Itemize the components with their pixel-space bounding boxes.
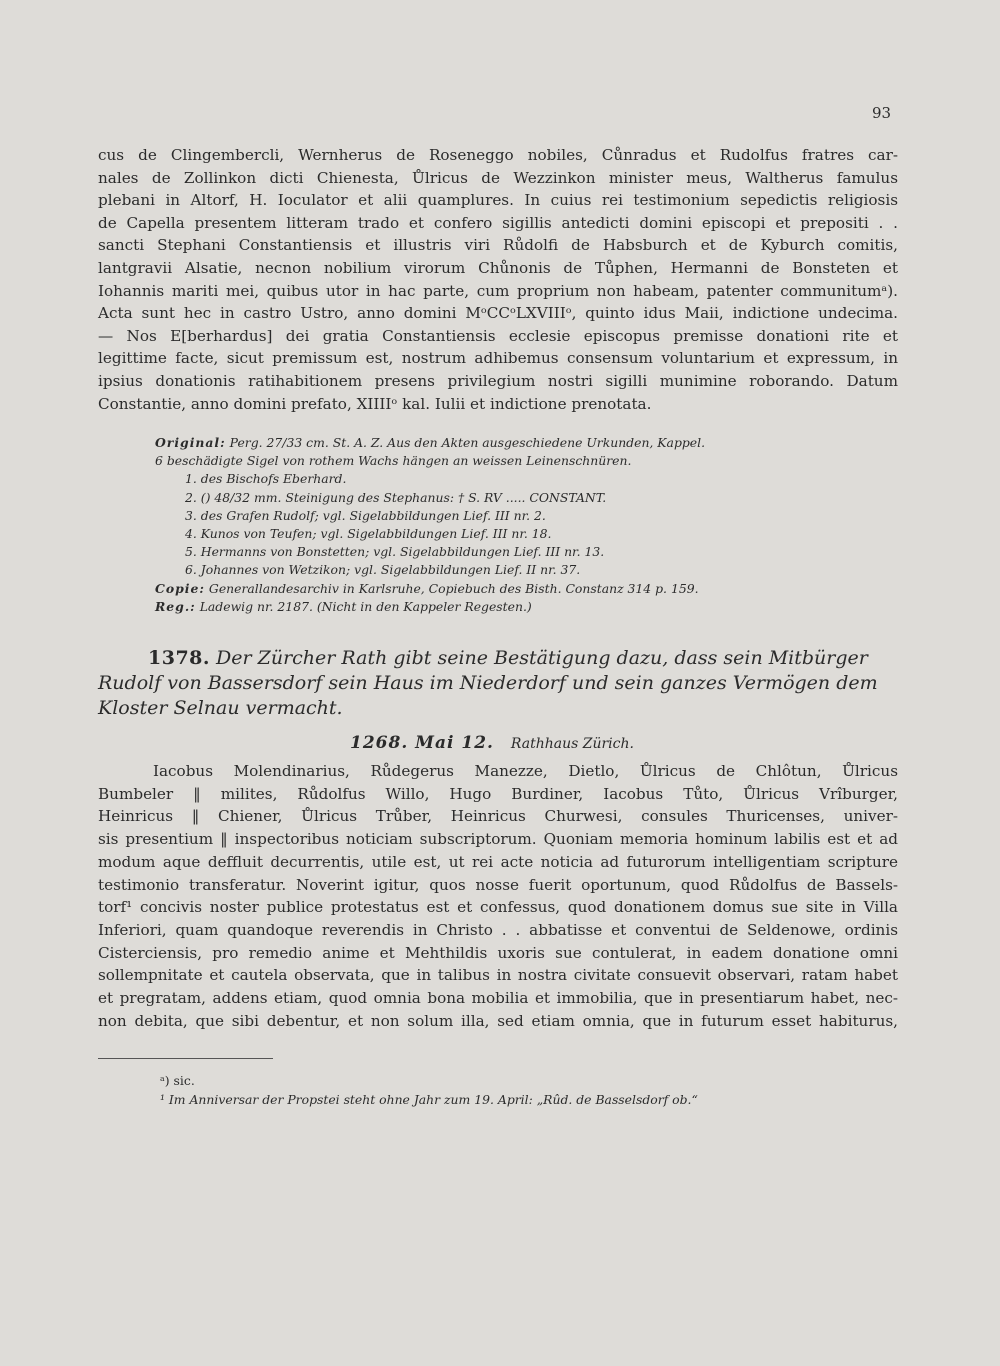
page-number: 93 [872, 104, 892, 122]
note-text: Ladewig nr. 2187. (Nicht in den Kappeler Regesten.) [199, 598, 532, 614]
text-line: Constantie, anno domini prefato, XIIIIᵒ kal. Iulii et indictione prenotata. [98, 394, 652, 413]
note-label: Original: [155, 435, 226, 450]
text-line: cus de Clingembercli, Wernherus de Roseneggo nobiles, Cůnradus et Rudolfus fratres car- [98, 146, 898, 164]
footnote-1-text: ¹ Im Anniversar der Propstei steht ohne Jahr zum 19. April: „Rûd. de Basselsdorf ob.“ [160, 1092, 698, 1107]
document-place: Rathhaus Zürich. [510, 736, 634, 752]
seal-item: 2. () 48/32 mm. Steinigung des Stephanus: † S. RV ..... CONSTANT. [185, 489, 607, 505]
note-copie [155, 580, 705, 598]
text-line: sollempnitate et cautela observata, que in talibus in nostra civitate consuevit observari, ratam habet [98, 966, 898, 985]
footnotes [160, 1071, 698, 1109]
note-original [155, 434, 705, 452]
text-line: sancti Stephani Constantiensis et illustris viri Růdolfi de Habsburch et de Kyburch comitis, [98, 236, 898, 255]
dateline [350, 733, 634, 753]
document-summary: Der Zürcher Rath gibt seine Bestätigung dazu, dass sein Mitbürger Rudolf von Bassersdorf sein Haus im Niederdorf und sein ganzes Vermögen dem Kloster Selnau vermacht. [98, 647, 878, 719]
text-line: Acta sunt hec in castro Ustro, anno domini MᵒCCᵒLXVIIIᵒ, quinto idus Maii, indictione undecima. [98, 304, 898, 323]
charter-continued-text [98, 144, 898, 415]
note-seals-intro: 6 beschädigte Sigel von rothem Wachs hängen an weissen Leinenschnüren. [155, 453, 632, 469]
note-text: Perg. 27/33 cm. St. A. Z. Aus den Akten ausgeschiedene Urkunden, Kappel. [229, 435, 706, 450]
note-label: Copie: [155, 580, 205, 596]
archival-notes [155, 434, 705, 616]
document-heading [98, 646, 898, 721]
note-text: Generallandesarchiv in Karlsruhe, Copiebuch des Bisth. Constanz 314 p. 159. [208, 580, 699, 596]
seal-list [155, 470, 705, 579]
text-line: et pregratam, addens etiam, quod omnia bona mobilia et immobilia, que in presentiarum habet, nec- [98, 989, 898, 1008]
footnote-divider [98, 1058, 273, 1059]
footnote-a: ᵃ) sic. [160, 1073, 195, 1088]
text-line: plebani in Altorf, H. Ioculator et alii quamplures. In cuius rei testimonium sepedictis religiosis [98, 191, 898, 210]
text-line: Iacobus Molendinarius, Růdegerus Manezze, Dietlo, Ůlricus de Chlôtun, Ůlricus [153, 762, 898, 780]
text-line: sis presentium ‖ inspectoribus noticiam subscriptorum. Quoniam memoria hominum labilis est et ad [98, 830, 898, 849]
seal-item: 5. Hermanns von Bonstetten; vgl. Sigelabbildungen Lief. III nr. 13. [185, 544, 605, 560]
charter-1378-text [98, 760, 898, 1032]
text-line: ipsius donationis ratihabitionem presens privilegium nostri sigilli munimine roborando. Datum [98, 371, 898, 390]
text-line: lantgravii Alsatie, necnon nobilium virorum Chůnonis de Tůphen, Hermanni de Bonsteten et [98, 258, 898, 277]
text-line: — Nos E[berhardus] dei gratia Constantiensis ecclesie episcopus premisse donationi rite et [98, 326, 898, 345]
footnote-1 [160, 1090, 698, 1109]
seal-item: 4. Kunos von Teufen; vgl. Sigelabbildungen Lief. III nr. 18. [185, 526, 552, 542]
text-line: Inferiori, quam quandoque reverendis in Christo . . abbatisse et conventui de Seldenowe, ordinis [98, 920, 898, 939]
text-line: testimonio transferatur. Noverint igitur, quos nosse fuerit oportunum, quod Růdolfus de Bassels- [98, 875, 898, 894]
text-line: Bumbeler ‖ milites, Růdolfus Willo, Hugo Burdiner, Iacobus Tůto, Ůlricus Vrîburger, [98, 784, 898, 803]
text-line: Heinricus ‖ Chiener, Ůlricus Trůber, Heinricus Churwesi, consules Thuricenses, univer- [98, 807, 898, 826]
note-reg [155, 598, 705, 616]
text-line: modum aque deffluit decurrentis, utile est, ut rei acte noticia ad futurorum intelligentiam scripture [98, 852, 898, 871]
text-line: non debita, que sibi debentur, et non solum illa, sed etiam omnia, que in futurum esset habiturus, [98, 1011, 898, 1030]
seal-item: 6. Johannes von Wetzikon; vgl. Sigelabbildungen Lief. II nr. 37. [185, 562, 581, 578]
document-number: 1378. [148, 647, 210, 669]
text-line: nales de Zollinkon dicti Chienesta, Ůlricus de Wezzinkon minister meus, Waltherus famulus [98, 168, 898, 187]
text-line: Cisterciensis, pro remedio anime et Mehthildis uxoris sue contulerat, in eadem donatione omni [98, 943, 898, 962]
text-line: torf¹ concivis noster publice protestatus est et confessus, quod donationem domus sue site in Villa [98, 898, 898, 917]
text-line: de Capella presentem litteram trado et confero sigillis antedicti domini episcopi et prepositi . . [98, 213, 898, 232]
document-date: 1268. Mai 12. [350, 733, 494, 753]
text-line: Iohannis mariti mei, quibus utor in hac parte, cum proprium non habeam, patenter communitumᵃ). [98, 281, 898, 300]
text-line: legittime facte, sicut premissum est, nostrum adhibemus consensum voluntarium et expressum, in [98, 349, 898, 368]
seal-item: 1. des Bischofs Eberhard. [185, 471, 347, 487]
note-label: Reg.: [155, 598, 196, 614]
seal-item: 3. des Grafen Rudolf; vgl. Sigelabbildungen Lief. III nr. 2. [185, 507, 546, 523]
